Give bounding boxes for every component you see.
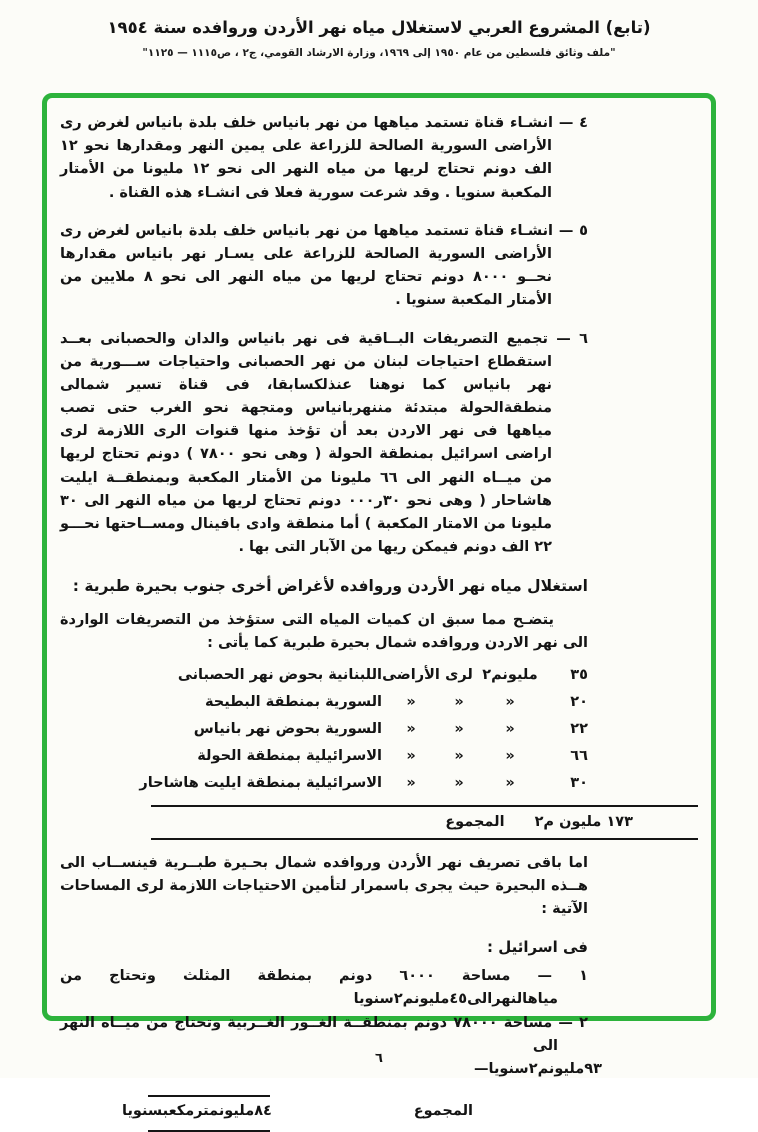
allocations-intro: يتضـح مما سبق ان كميات المياه التى ستؤخذ من التصريفات الواردة الى نهر الاردن وروافده شمال بحيرة طبرية كما يأتى : [60,612,588,652]
table-row [60,772,588,799]
document-header [0,18,758,59]
table-row [60,691,588,718]
section-heading-in-israel: فى اسرائيل : [487,938,588,957]
israel-item-2-number: ٢ — [558,1014,588,1031]
israel-item-2-continuation: ٩٣مليونم٢سنويا— [474,1061,602,1078]
ditto-mark: « [406,720,416,737]
clause-4 [60,112,588,205]
clause-6 [60,328,588,560]
allocation-amount: ٢٢ [570,720,588,737]
ditto-mark: « [406,747,416,764]
allocation-amount: ٢٠ [570,693,588,710]
israel-total-value: ٨٤مليونمترمكعبسنويا [122,1103,272,1120]
israel-item-1-number: ١ — [537,968,588,985]
allocations-table [60,664,633,840]
ditto-mark: « [505,747,515,764]
page-number: ٦ [375,1051,383,1066]
allocation-amount: ٣٥ [570,666,588,683]
allocation-land: السورية بمنطقة البطيحة [204,693,382,710]
ditto-mark: « [406,693,416,710]
document-body [60,112,633,1132]
allocation-unit: مليونم٢ [482,666,538,683]
green-annotation-frame [42,93,716,1120]
ditto-mark: « [406,774,416,791]
table-row [60,718,588,745]
israel-item-1-text: مساحة ٦٠٠٠ دونم بمنطقة المثلث وتحتاج من مياهالنهرالى٤٥مليونم٢سنويا [60,968,558,1008]
table-row [60,664,588,691]
israel-total-row [60,1097,588,1126]
allocation-purpose: لرى [445,666,473,683]
ditto-mark: « [454,747,464,764]
allocation-land: اللبنانية بحوض نهر الحصبانى [177,666,382,683]
allocation-land: السورية بحوض نهر بانياس [193,720,382,737]
clause-6-number: ٦ — [556,330,588,347]
ditto-mark: « [454,774,464,791]
ditto-mark: « [505,693,515,710]
allocations-total-label: المجموع [445,813,505,830]
section-heading-usage-south-tiberias: استغلال مياه نهر الأردن وروافده لأغراض أخرى جنوب بحيرة طبرية : [72,577,588,596]
allocations-total-row [60,811,633,834]
table-row [60,745,588,772]
table-rule [151,805,698,807]
table-rule [151,838,698,840]
israel-total-label: المجموع [413,1103,473,1120]
remainder-paragraph: اما باقى تصريف نهر الأردن وروافده شمال بحـيرة طبــرية فينســاب الى هــذه البحيرة حيث يجرى باسمرار لتأمين الاحتياجات اللازمة لرى المساحات الآتية : [60,854,588,918]
israel-item-2 [60,1012,588,1058]
clause-5 [60,220,588,313]
allocation-amount: ٦٦ [570,747,588,764]
israel-item-2-text: مساحة ٧٨٠٠٠ دونم بمنطقــة الغــور الغــربية وتحتاج من ميــاه النهر الى [60,1014,558,1054]
allocation-land: الاسرائيلية بمنطقة الحولة [197,747,382,764]
clause-5-text: انشـاء قناة تستمد مياهها من نهر بانياس خلف بلدة بانياس لغرض رى الأراضى السورية الصالحة للزراعة على يسـار نهر بانياس مقدارها نحــو ٨٠٠٠ دونم تحتاج لريها من مياه النهر الى نحو ٨ ملايين من الأمتار المكعبة سنويا . [60,222,554,309]
allocation-amount: ٣٠ [570,774,588,791]
ditto-mark: « [454,693,464,710]
allocation-purpose: الأراضى [382,666,440,683]
ditto-mark: « [505,720,515,737]
ditto-mark: « [505,774,515,791]
document-source-citation: "ملف وثائق فلسطين من عام ١٩٥٠ إلى ١٩٦٩، وزارة الارشاد القومي، ج٢ ، ص١١١٥ — ١١٢٥" [142,47,616,59]
allocations-total-amount: ١٧٣ مليون م٢ [534,813,633,830]
clause-5-number: ٥ — [558,222,588,239]
document-title: (تابع) المشروع العربي لاستغلال مياه نهر الأردن وروافده سنة ١٩٥٤ [107,18,651,37]
clause-4-text: انشـاء قناة تستمد مياهها من نهر بانياس خلف بلدة بانياس لغرض رى الأراضى السورية الصالحة للزراعة على يمين النهر ومقدارها نحو ١٢ الف دونم تحتاج لريها من مياه النهر الى نحو ١٢ مليونا من الأمتار المكعبة سنويا . وقد شرعت سورية فعلا فى انشـاء هذه القناة . [60,115,554,201]
ditto-mark: « [454,720,464,737]
clause-6-text: تجميع التصريفات البــاقية فى نهر بانياس والدان والحصبانى بعــد استقطاع احتياجات لبنان من نهر الحصبانى واحتياجات ســـورية من نهر بانياس كما نوهنا عنذلكسابقا، فى قناة تسير شمالى منطقةالحولة مبتدئة مننهربانياس ومتجهة نحو الغرب حتى تصب مياهها فى نهر الاردن بعد أن تؤخذ منها قنوات الرى اللازمة لرى اراضى اسرائيل بمنطقة الحولة ( وهى نحو ٧٨٠٠ ) دونم تحتاج لريها من ميــاه النهر الى ٦٦ مليونا من الأمتار المكعبة وبمنطقــة ايليت هاشاحار ( وهى نحو ٣٠ر٠٠٠ دونم تحتاج لريها من مياه النهر الى ٣٠ مليونا من الامتار المكعبة ) أما منطقة وادى بافينال ومســاحتها نحـــو ٢٢ الف دونم فيمكن ريها من الآبار التى بها . [60,330,552,556]
clause-4-number: ٤ — [558,115,588,131]
israel-item-1 [60,965,588,1011]
allocation-land: الاسرائيلية بمنطقة ايليت هاشاحار [139,774,382,791]
